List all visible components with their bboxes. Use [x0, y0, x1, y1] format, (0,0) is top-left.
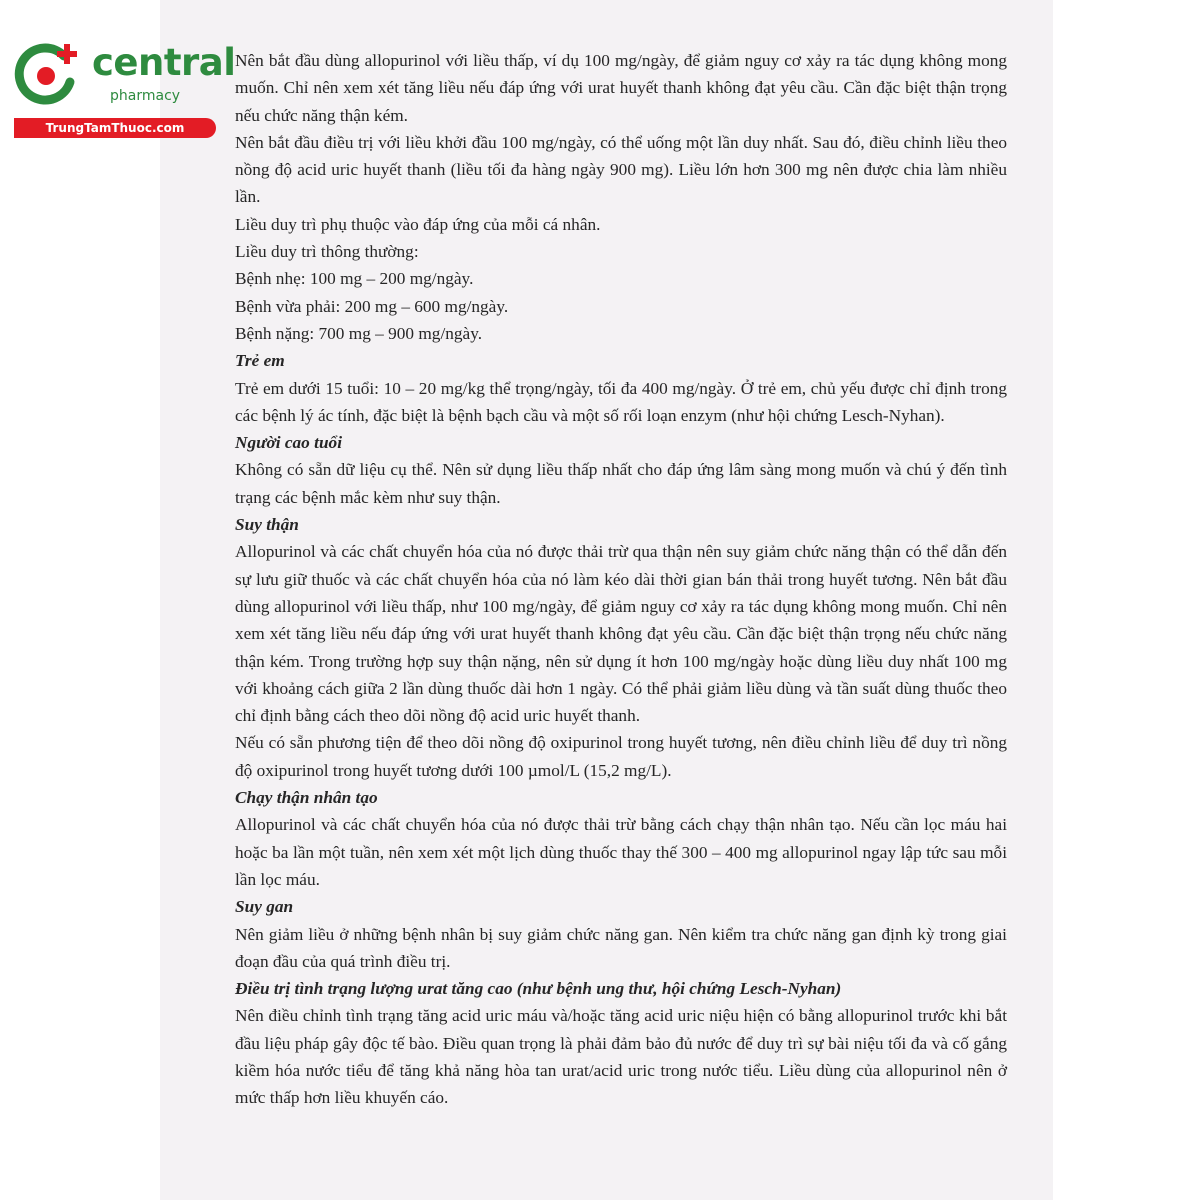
section-heading: Suy gan	[235, 897, 294, 917]
paragraph: Nên điều chỉnh tình trạng tăng acid uric máu và/hoặc tăng acid uric niệu hiện có bằng allopurinol trước khi bắt đầu liệu pháp gây độc tế bào. Điều quan trọng là phải đảm bảo đủ nước để duy trì sự bài niệu tối đa và cố gắng kiềm hóa nước tiểu để tăng khả năng hòa tan urat/acid uric trong nước tiểu. Liều dùng của allopurinol nên ở mức thấp hơn liều khuyến cáo.	[235, 1006, 1007, 1108]
document-body	[235, 47, 1007, 1112]
brand-url: TrungTamThuoc.com	[14, 118, 216, 138]
paragraph: Allopurinol và các chất chuyển hóa của nó được thải trừ bằng cách chạy thận nhân tạo. Nếu cần lọc máu hai hoặc ba lần một tuần, nên xem xét một lịch dùng thuốc thay thế 300 – 400 mg allopurinol ngay lập tức sau mỗi lần lọc máu.	[235, 815, 1007, 889]
paragraph: Không có sẵn dữ liệu cụ thể. Nên sử dụng liều thấp nhất cho đáp ứng lâm sàng mong muốn và chú ý đến tình trạng các bệnh mắc kèm như suy thận.	[235, 460, 1007, 507]
section-heading: Trẻ em	[235, 351, 285, 371]
paragraph: Trẻ em dưới 15 tuổi: 10 – 20 mg/kg thể trọng/ngày, tối đa 400 mg/ngày. Ở trẻ em, chủ yếu được chỉ định trong các bệnh lý ác tính, đặc biệt là bệnh bạch cầu và một số rối loạn enzym (như hội chứng Lesch-Nyhan).	[235, 378, 1007, 425]
central-pharmacy-logo	[8, 36, 236, 146]
paragraph: Liều duy trì thông thường:	[235, 242, 419, 262]
paragraph: Nên bắt đầu điều trị với liều khởi đầu 100 mg/ngày, có thể uống một lần duy nhất. Sau đó, điều chỉnh liều theo nồng độ acid uric huyết thanh (liều tối đa hàng ngày 900 mg). Liều lớn hơn 300 mg nên được chia làm nhiều lần.	[235, 132, 1007, 207]
paragraph: Allopurinol và các chất chuyển hóa của nó được thải trừ qua thận nên suy giảm chức năng thận có thể dẫn đến sự lưu giữ thuốc và các chất chuyển hóa của nó làm kéo dài thời gian bán thải trong huyết tương. Nên bắt đầu dùng allopurinol với liều thấp, như 100 mg/ngày, để giảm nguy cơ xảy ra tác dụng không mong muốn. Chỉ nên xem xét tăng liều nếu đáp ứng với urat huyết thanh không đạt yêu cầu. Cần đặc biệt thận trọng nếu chức năng thận kém. Trong trường hợp suy thận nặng, nên sử dụng ít hơn 100 mg/ngày hoặc dùng liều duy nhất 100 mg với khoảng cách giữa 2 lần dùng thuốc dài hơn 1 ngày. Có thể phải giảm liều dùng và tần suất dùng thuốc theo chỉ định bằng cách theo dõi nồng độ acid uric huyết thanh.	[235, 542, 1007, 726]
section-heading: Suy thận	[235, 515, 299, 535]
section-heading: Người cao tuổi	[235, 433, 342, 453]
paragraph: Nên bắt đầu dùng allopurinol với liều thấp, ví dụ 100 mg/ngày, để giảm nguy cơ xảy ra tác dụng không mong muốn. Chỉ nên xem xét tăng liều nếu đáp ứng với urat huyết thanh không đạt yêu cầu. Cần đặc biệt thận trọng nếu chức năng thận kém.	[235, 51, 1007, 125]
section-heading: Chạy thận nhân tạo	[235, 788, 378, 808]
section-heading: Điều trị tình trạng lượng urat tăng cao (như bệnh ung thư, hội chứng Lesch-Nyhan)	[235, 979, 842, 999]
paragraph: Bệnh nhẹ: 100 mg – 200 mg/ngày.	[235, 269, 474, 289]
paragraph: Bệnh nặng: 700 mg – 900 mg/ngày.	[235, 323, 483, 343]
pharmacy-cross-icon	[12, 38, 84, 110]
brand-name: central	[92, 41, 236, 84]
paragraph: Bệnh vừa phải: 200 mg – 600 mg/ngày.	[235, 296, 509, 316]
paragraph: Nếu có sẵn phương tiện để theo dõi nồng độ oxipurinol trong huyết tương, nên điều chỉnh liều để duy trì nồng độ oxipurinol trong huyết tương dưới 100 µmol/L (15,2 mg/L).	[235, 733, 1007, 780]
brand-subtitle: pharmacy	[110, 88, 181, 104]
paragraph: Nên giảm liều ở những bệnh nhân bị suy giảm chức năng gan. Nên kiểm tra chức năng gan định kỳ trong giai đoạn đầu của quá trình điều trị.	[235, 924, 1007, 971]
paragraph: Liều duy trì phụ thuộc vào đáp ứng của mỗi cá nhân.	[235, 214, 601, 234]
